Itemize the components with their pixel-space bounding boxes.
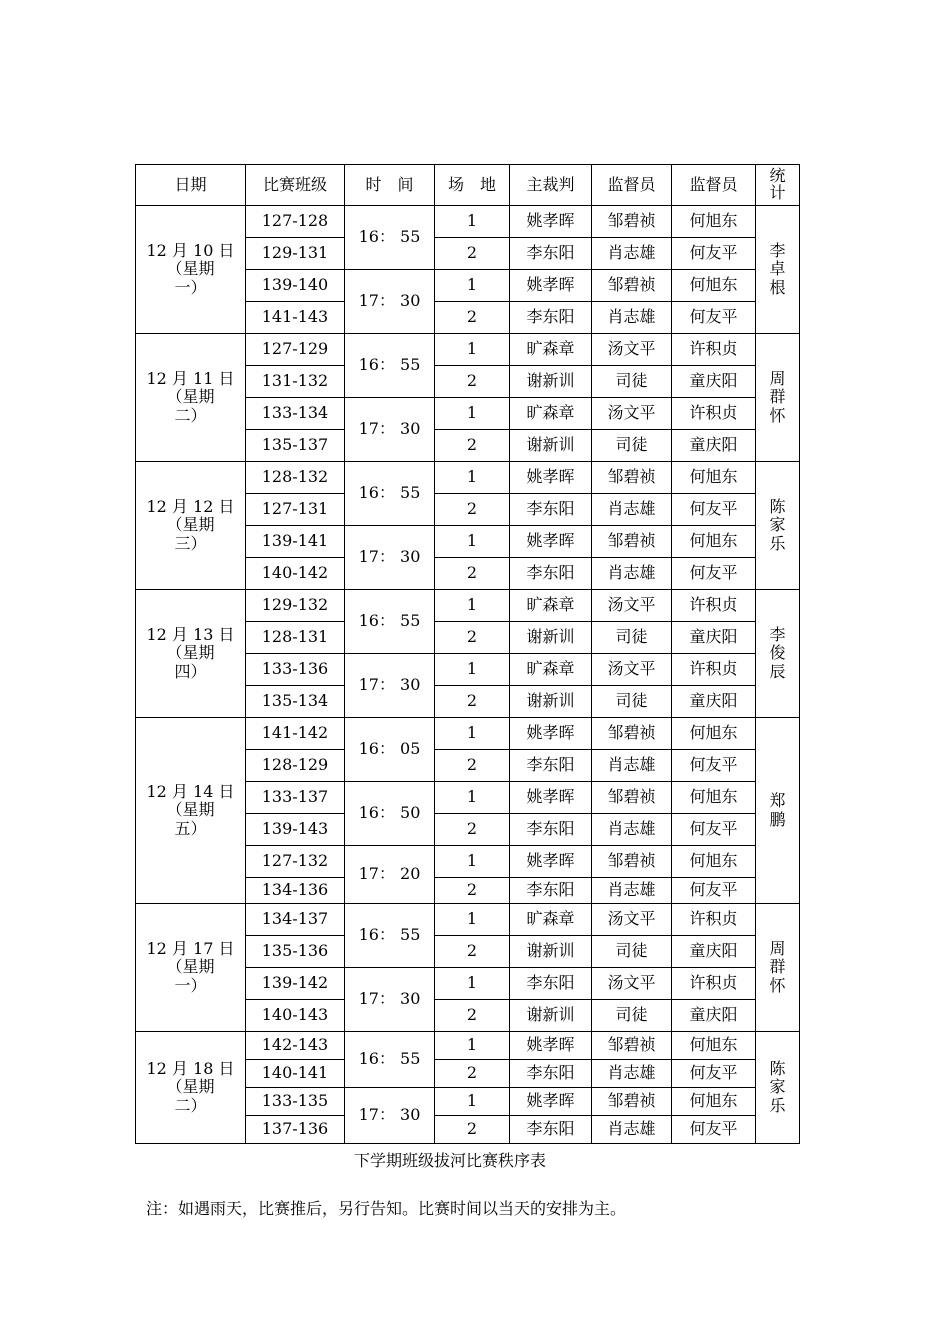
supervisor-1-cell: 汤文平 bbox=[592, 398, 672, 430]
time-cell: 16： 50 bbox=[345, 782, 435, 846]
statistician-name: 陈家乐 bbox=[769, 1058, 786, 1115]
venue-cell: 2 bbox=[435, 302, 510, 334]
venue-cell: 1 bbox=[435, 968, 510, 1000]
statistician-cell bbox=[756, 462, 800, 590]
referee-cell: 姚孝晖 bbox=[510, 782, 592, 814]
statistician-name: 李俊辰 bbox=[769, 624, 786, 681]
date-text: 12 月 10 日 bbox=[146, 240, 235, 260]
header-statistics bbox=[756, 165, 800, 206]
weekday-text: （星期四） bbox=[166, 643, 215, 681]
referee-cell: 谢新训 bbox=[510, 622, 592, 654]
supervisor-1-cell: 邹碧祯 bbox=[592, 782, 672, 814]
statistician-cell bbox=[756, 206, 800, 334]
classes-cell: 134-136 bbox=[246, 878, 345, 904]
time-cell: 17： 30 bbox=[345, 270, 435, 334]
classes-cell: 139-140 bbox=[246, 270, 345, 302]
statistician-name: 郑鹏 bbox=[769, 791, 786, 829]
header-row bbox=[136, 165, 800, 206]
supervisor-2-cell: 许积贞 bbox=[672, 654, 756, 686]
classes-cell: 133-135 bbox=[246, 1088, 345, 1116]
supervisor-1-cell: 肖志雄 bbox=[592, 238, 672, 270]
header-date: 日期 bbox=[136, 165, 246, 206]
supervisor-2-cell: 何友平 bbox=[672, 814, 756, 846]
classes-cell: 131-132 bbox=[246, 366, 345, 398]
time-cell: 17： 30 bbox=[345, 526, 435, 590]
supervisor-2-cell: 何旭东 bbox=[672, 846, 756, 878]
venue-cell: 1 bbox=[435, 782, 510, 814]
classes-cell: 128-129 bbox=[246, 750, 345, 782]
supervisor-2-cell: 何友平 bbox=[672, 878, 756, 904]
time-cell: 16： 55 bbox=[345, 206, 435, 270]
referee-cell: 李东阳 bbox=[510, 750, 592, 782]
table-row bbox=[136, 718, 800, 750]
referee-cell: 姚孝晖 bbox=[510, 526, 592, 558]
supervisor-1-cell: 邹碧祯 bbox=[592, 526, 672, 558]
classes-cell: 127-131 bbox=[246, 494, 345, 526]
referee-cell: 李东阳 bbox=[510, 302, 592, 334]
date-cell bbox=[136, 1032, 246, 1144]
classes-cell: 135-134 bbox=[246, 686, 345, 718]
classes-cell: 141-143 bbox=[246, 302, 345, 334]
weekday-text: （星期二） bbox=[166, 1077, 215, 1115]
time-cell: 17： 20 bbox=[345, 846, 435, 904]
supervisor-2-cell: 童庆阳 bbox=[672, 936, 756, 968]
classes-cell: 128-132 bbox=[246, 462, 345, 494]
supervisor-1-cell: 肖志雄 bbox=[592, 494, 672, 526]
supervisor-1-cell: 汤文平 bbox=[592, 590, 672, 622]
classes-cell: 135-137 bbox=[246, 430, 345, 462]
statistician-name: 陈家乐 bbox=[769, 496, 786, 553]
referee-cell: 姚孝晖 bbox=[510, 718, 592, 750]
classes-cell: 127-128 bbox=[246, 206, 345, 238]
venue-cell: 1 bbox=[435, 206, 510, 238]
supervisor-2-cell: 何友平 bbox=[672, 558, 756, 590]
header-supervisor-1: 监督员 bbox=[592, 165, 672, 206]
date-text: 12 月 17 日 bbox=[146, 938, 235, 958]
weekday-text: （星期三） bbox=[166, 515, 215, 553]
date-cell bbox=[136, 462, 246, 590]
venue-cell: 2 bbox=[435, 622, 510, 654]
venue-cell: 2 bbox=[435, 878, 510, 904]
venue-cell: 1 bbox=[435, 846, 510, 878]
classes-cell: 129-132 bbox=[246, 590, 345, 622]
supervisor-1-cell: 汤文平 bbox=[592, 968, 672, 1000]
venue-cell: 2 bbox=[435, 1116, 510, 1144]
footnote: 注：如遇雨天，比赛推后，另行告知。比赛时间以当天的安排为主。 bbox=[146, 1199, 627, 1218]
venue-cell: 2 bbox=[435, 936, 510, 968]
venue-cell: 2 bbox=[435, 1000, 510, 1032]
time-cell: 16： 55 bbox=[345, 1032, 435, 1088]
venue-cell: 1 bbox=[435, 904, 510, 936]
supervisor-1-cell: 肖志雄 bbox=[592, 558, 672, 590]
venue-cell: 1 bbox=[435, 334, 510, 366]
venue-cell: 1 bbox=[435, 590, 510, 622]
classes-cell: 127-129 bbox=[246, 334, 345, 366]
supervisor-1-cell: 邹碧祯 bbox=[592, 206, 672, 238]
supervisor-2-cell: 许积贞 bbox=[672, 590, 756, 622]
table-row bbox=[136, 904, 800, 936]
supervisor-1-cell: 汤文平 bbox=[592, 654, 672, 686]
supervisor-1-cell: 司徒 bbox=[592, 686, 672, 718]
supervisor-2-cell: 童庆阳 bbox=[672, 622, 756, 654]
time-cell: 17： 30 bbox=[345, 398, 435, 462]
supervisor-2-cell: 何友平 bbox=[672, 1060, 756, 1088]
supervisor-2-cell: 何旭东 bbox=[672, 718, 756, 750]
classes-cell: 133-136 bbox=[246, 654, 345, 686]
time-cell: 16： 55 bbox=[345, 334, 435, 398]
supervisor-1-cell: 肖志雄 bbox=[592, 302, 672, 334]
classes-cell: 137-136 bbox=[246, 1116, 345, 1144]
table-row bbox=[136, 206, 800, 238]
referee-cell: 李东阳 bbox=[510, 238, 592, 270]
referee-cell: 谢新训 bbox=[510, 936, 592, 968]
date-text: 12 月 12 日 bbox=[146, 496, 235, 516]
time-cell: 17： 30 bbox=[345, 654, 435, 718]
date-cell bbox=[136, 718, 246, 904]
supervisor-1-cell: 肖志雄 bbox=[592, 750, 672, 782]
referee-cell: 李东阳 bbox=[510, 1060, 592, 1088]
supervisor-2-cell: 何旭东 bbox=[672, 526, 756, 558]
schedule-body bbox=[136, 206, 800, 1144]
table-row bbox=[136, 1032, 800, 1060]
referee-cell: 姚孝晖 bbox=[510, 206, 592, 238]
supervisor-2-cell: 许积贞 bbox=[672, 904, 756, 936]
classes-cell: 141-142 bbox=[246, 718, 345, 750]
supervisor-2-cell: 何友平 bbox=[672, 750, 756, 782]
venue-cell: 1 bbox=[435, 1032, 510, 1060]
table-row bbox=[136, 334, 800, 366]
time-cell: 16： 55 bbox=[345, 462, 435, 526]
supervisor-2-cell: 何友平 bbox=[672, 302, 756, 334]
classes-cell: 133-134 bbox=[246, 398, 345, 430]
date-cell bbox=[136, 206, 246, 334]
statistician-cell bbox=[756, 1032, 800, 1144]
venue-cell: 2 bbox=[435, 750, 510, 782]
venue-cell: 1 bbox=[435, 654, 510, 686]
classes-cell: 140-143 bbox=[246, 1000, 345, 1032]
classes-cell: 139-141 bbox=[246, 526, 345, 558]
referee-cell: 谢新训 bbox=[510, 430, 592, 462]
classes-cell: 128-131 bbox=[246, 622, 345, 654]
venue-cell: 2 bbox=[435, 238, 510, 270]
venue-cell: 1 bbox=[435, 462, 510, 494]
header-referee: 主裁判 bbox=[510, 165, 592, 206]
statistician-name: 周群怀 bbox=[769, 938, 786, 995]
supervisor-1-cell: 邹碧祯 bbox=[592, 718, 672, 750]
weekday-text: （星期五） bbox=[166, 800, 215, 838]
referee-cell: 姚孝晖 bbox=[510, 1032, 592, 1060]
venue-cell: 1 bbox=[435, 1088, 510, 1116]
supervisor-1-cell: 肖志雄 bbox=[592, 1116, 672, 1144]
venue-cell: 1 bbox=[435, 526, 510, 558]
time-cell: 16： 05 bbox=[345, 718, 435, 782]
date-cell bbox=[136, 590, 246, 718]
classes-cell: 134-137 bbox=[246, 904, 345, 936]
supervisor-2-cell: 何友平 bbox=[672, 238, 756, 270]
table-row bbox=[136, 590, 800, 622]
statistician-cell bbox=[756, 718, 800, 904]
supervisor-2-cell: 何旭东 bbox=[672, 206, 756, 238]
date-text: 12 月 11 日 bbox=[146, 368, 235, 388]
date-cell bbox=[136, 904, 246, 1032]
header-statistics-text: 统计 bbox=[769, 166, 786, 202]
supervisor-2-cell: 童庆阳 bbox=[672, 686, 756, 718]
venue-cell: 1 bbox=[435, 718, 510, 750]
venue-cell: 2 bbox=[435, 430, 510, 462]
header-time: 时 间 bbox=[345, 165, 435, 206]
classes-cell: 139-142 bbox=[246, 968, 345, 1000]
supervisor-2-cell: 童庆阳 bbox=[672, 1000, 756, 1032]
classes-cell: 140-142 bbox=[246, 558, 345, 590]
date-text: 12 月 13 日 bbox=[146, 624, 235, 644]
referee-cell: 姚孝晖 bbox=[510, 270, 592, 302]
header-classes: 比赛班级 bbox=[246, 165, 345, 206]
supervisor-1-cell: 司徒 bbox=[592, 1000, 672, 1032]
venue-cell: 2 bbox=[435, 558, 510, 590]
supervisor-1-cell: 司徒 bbox=[592, 622, 672, 654]
supervisor-1-cell: 汤文平 bbox=[592, 904, 672, 936]
supervisor-1-cell: 司徒 bbox=[592, 366, 672, 398]
classes-cell: 142-143 bbox=[246, 1032, 345, 1060]
referee-cell: 李东阳 bbox=[510, 814, 592, 846]
supervisor-1-cell: 邹碧祯 bbox=[592, 462, 672, 494]
date-text: 12 月 14 日 bbox=[146, 781, 235, 801]
date-text: 12 月 18 日 bbox=[146, 1058, 235, 1078]
referee-cell: 李东阳 bbox=[510, 878, 592, 904]
referee-cell: 谢新训 bbox=[510, 1000, 592, 1032]
referee-cell: 姚孝晖 bbox=[510, 1088, 592, 1116]
venue-cell: 1 bbox=[435, 398, 510, 430]
referee-cell: 旷森章 bbox=[510, 904, 592, 936]
referee-cell: 李东阳 bbox=[510, 968, 592, 1000]
supervisor-2-cell: 何旭东 bbox=[672, 1088, 756, 1116]
referee-cell: 李东阳 bbox=[510, 1116, 592, 1144]
supervisor-1-cell: 邹碧祯 bbox=[592, 1032, 672, 1060]
statistician-cell bbox=[756, 590, 800, 718]
weekday-text: （星期二） bbox=[166, 387, 215, 425]
supervisor-2-cell: 童庆阳 bbox=[672, 430, 756, 462]
supervisor-1-cell: 邹碧祯 bbox=[592, 846, 672, 878]
referee-cell: 谢新训 bbox=[510, 686, 592, 718]
referee-cell: 谢新训 bbox=[510, 366, 592, 398]
venue-cell: 2 bbox=[435, 1060, 510, 1088]
venue-cell: 2 bbox=[435, 814, 510, 846]
classes-cell: 140-141 bbox=[246, 1060, 345, 1088]
classes-cell: 127-132 bbox=[246, 846, 345, 878]
statistician-cell bbox=[756, 334, 800, 462]
statistician-name: 李卓根 bbox=[769, 240, 786, 297]
supervisor-1-cell: 邹碧祯 bbox=[592, 1088, 672, 1116]
supervisor-2-cell: 许积贞 bbox=[672, 968, 756, 1000]
referee-cell: 李东阳 bbox=[510, 494, 592, 526]
supervisor-2-cell: 许积贞 bbox=[672, 334, 756, 366]
supervisor-2-cell: 何旭东 bbox=[672, 462, 756, 494]
header-supervisor-2: 监督员 bbox=[672, 165, 756, 206]
referee-cell: 姚孝晖 bbox=[510, 462, 592, 494]
classes-cell: 133-137 bbox=[246, 782, 345, 814]
supervisor-1-cell: 邹碧祯 bbox=[592, 270, 672, 302]
referee-cell: 姚孝晖 bbox=[510, 846, 592, 878]
time-cell: 17： 30 bbox=[345, 1088, 435, 1144]
supervisor-1-cell: 肖志雄 bbox=[592, 878, 672, 904]
supervisor-2-cell: 童庆阳 bbox=[672, 366, 756, 398]
date-cell bbox=[136, 334, 246, 462]
venue-cell: 2 bbox=[435, 494, 510, 526]
supervisor-2-cell: 何旭东 bbox=[672, 1032, 756, 1060]
statistician-cell bbox=[756, 904, 800, 1032]
supervisor-2-cell: 何友平 bbox=[672, 494, 756, 526]
supervisor-1-cell: 司徒 bbox=[592, 936, 672, 968]
weekday-text: （星期一） bbox=[166, 957, 215, 995]
supervisor-1-cell: 肖志雄 bbox=[592, 1060, 672, 1088]
supervisor-2-cell: 许积贞 bbox=[672, 398, 756, 430]
venue-cell: 1 bbox=[435, 270, 510, 302]
venue-cell: 2 bbox=[435, 686, 510, 718]
time-cell: 16： 55 bbox=[345, 904, 435, 968]
classes-cell: 135-136 bbox=[246, 936, 345, 968]
supervisor-1-cell: 肖志雄 bbox=[592, 814, 672, 846]
supervisor-2-cell: 何旭东 bbox=[672, 270, 756, 302]
venue-cell: 2 bbox=[435, 366, 510, 398]
supervisor-1-cell: 司徒 bbox=[592, 430, 672, 462]
referee-cell: 旷森章 bbox=[510, 654, 592, 686]
weekday-text: （星期一） bbox=[166, 259, 215, 297]
referee-cell: 旷森章 bbox=[510, 590, 592, 622]
supervisor-2-cell: 何友平 bbox=[672, 1116, 756, 1144]
classes-cell: 129-131 bbox=[246, 238, 345, 270]
supervisor-2-cell: 何旭东 bbox=[672, 782, 756, 814]
header-venue: 场 地 bbox=[435, 165, 510, 206]
referee-cell: 旷森章 bbox=[510, 334, 592, 366]
referee-cell: 李东阳 bbox=[510, 558, 592, 590]
statistician-name: 周群怀 bbox=[769, 368, 786, 425]
supervisor-1-cell: 汤文平 bbox=[592, 334, 672, 366]
referee-cell: 旷森章 bbox=[510, 398, 592, 430]
table-row bbox=[136, 462, 800, 494]
schedule-table bbox=[135, 164, 800, 1144]
table-caption: 下学期班级拔河比赛秩序表 bbox=[353, 1151, 546, 1170]
classes-cell: 139-143 bbox=[246, 814, 345, 846]
time-cell: 17： 30 bbox=[345, 968, 435, 1032]
time-cell: 16： 55 bbox=[345, 590, 435, 654]
